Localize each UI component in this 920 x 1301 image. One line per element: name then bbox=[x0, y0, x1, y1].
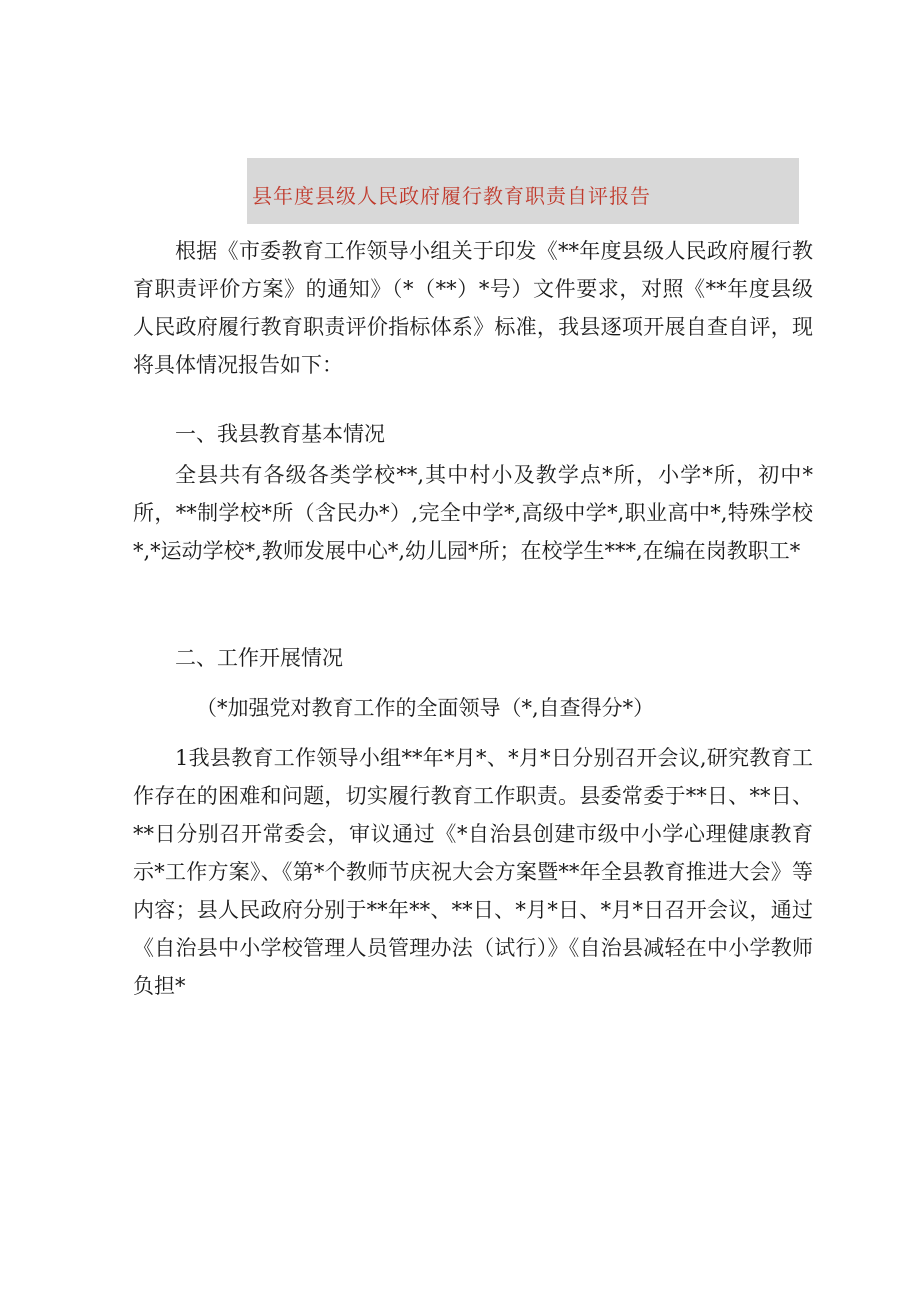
intro-paragraph: 根据《市委教育工作领导小组关于印发《**年度县级人民政府履行教育职责评价方案》的通知》（*（**）*号）文件要求，对照《**年度县级人民政府履行教育职责评价指标体系》标准，我县逐项开展自查自评，现将具体情况报告如下： bbox=[133, 239, 813, 377]
leadership-paragraph: 1我县教育工作领导小组**年*月*、*月*日分别召开会议,研究教育工作存在的困难和问题，切实履行教育工作职责。县委常委于**日、**日、**日分别召开常委会，审议通过《*自治县创建市级中小学心理健康教育示*工作方案》、《第*个教师节庆祝大会方案暨**年全县教育推进大会》等内容；县人民政府分别于**年**、**日、*月*日、*月*日召开会议，通过《自治县中小学校管理人员管理办法（试行）》《自治县减轻在中小学教师负担* bbox=[133, 746, 813, 998]
document-title: 县年度县级人民政府履行教育职责自评报告 bbox=[252, 184, 651, 208]
section-heading-basic-info: 一、我县教育基本情况 bbox=[175, 422, 385, 446]
basic-info-paragraph: 全县共有各级各类学校**,其中村小及教学点*所，小学*所，初中*所，**制学校*所（含民办*）,完全中学*,高级中学*,职业高中*,特殊学校*,*运动学校*,教师发展中心*,幼儿园*所；在校学生***,在编在岗教职工* bbox=[133, 463, 813, 563]
subsection-heading-leadership: （*加强党对教育工作的全面领导（*,自查得分*） bbox=[196, 696, 655, 720]
section-heading-work: 二、工作开展情况 bbox=[175, 646, 343, 670]
